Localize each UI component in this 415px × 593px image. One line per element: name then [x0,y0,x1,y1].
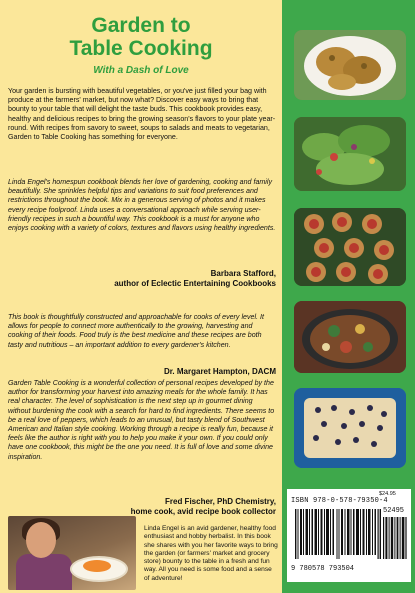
salad-image [294,117,406,191]
food-photo-salad [294,117,406,191]
review-1-author-role: author of Eclectic Entertaining Cookbooks [114,279,276,288]
review-quote-3: Garden Table Cooking is a wonderful collection of personal recipes developed by the author for transforming your harvest into amazing meals for the whole family. It has real character. The level of sophistication is the next step up in gourmet dining without burdening the cook with a search for hard to find ingredients. There seems to be a real love of peppers, which leads to an unusual, but tasty blend of Southwest American and Italian style cooking. Working through a recipe is really fun, because it feels like the author is right with you to help you make it your own. If you could only have one cookbook, this might be the one you need. It is full of love and some divine inspiration. [8,379,275,461]
title-line-2: Table Cooking [69,37,213,60]
blueberry-cake-image [294,388,406,468]
barcode-number: 9 780578 793504 [291,565,355,573]
food-shape [83,560,111,572]
author-photo [8,516,136,590]
fritters-image [294,30,406,100]
addon-barcode-bars [383,517,407,559]
food-photo-blueberry-cake [294,388,406,468]
intro-paragraph: Your garden is bursting with beautiful vegetables, or you've just filled your bag with produce at the farmers' market, but now what? Discover easy ways to bring that bounty to your table that will delight the taste buds. This cookbook provides easy, healthy and delicious recipes to bring the growing season's flavors to your plate year-round. With recipes from savory to sweet, soups to salads and meats to vegetarian, Garden to Table Cooking has something for everyone. [8,87,276,142]
author-body-shape [16,554,72,590]
isbn-label: ISBN 978-0-578-79350-4 [291,497,388,505]
food-photo-zucchini-bites [294,208,406,286]
subtitle: With a Dash of Love [93,65,189,76]
price-addon-number: 52495 [383,507,405,515]
review-quote-2: This book is thoughtfully constructed and approachable for cooks of every level. It allows for people to connect more authentically to the growing, harvesting and cooking of their foods. Food truly is the best medicine and these recipes are both tasty and nutritious – an important addition to every gardener's kitchen. [8,313,264,349]
review-2-author: Dr. Margaret Hampton, DACM [163,367,276,376]
author-face-shape [26,522,56,558]
barcode-bars [295,509,381,559]
author-bio: Linda Engel is an avid gardener, healthy food enthusiast and hobby herbalist. In this book she shares with you her favorite ways to bring the garden (or farmers' market and grocery store) bounty to the table in a fresh and fun way. All you need is some food and a sense of adventure! [144,525,278,582]
review-quote-1: Linda Engel's homespun cookbook blends her love of gardening, cooking and family beautifully. She sprinkles helpful tips and variations to suit food preferences and restrictions throughout the book. Mix in a generous serving of photos and it makes every recipe foolproof. Linda uses a conversational approach while serving user-friendly recipes in such a bountiful way. This cookbook is a must for anyone who enjoys cooking with a variety of colors, textures and flavors using healthy ingredients. [8,178,276,233]
review-3-author: Fred Fischer, PhD Chemistry, [165,497,276,506]
review-1-author: Barbara Stafford, [210,269,276,278]
stir-fry-image [294,301,406,373]
food-photo-stir-fry [294,301,406,373]
review-3-author-role: home cook, avid recipe book collector [130,507,276,516]
price-label: $24.95 [379,491,396,497]
isbn-barcode-block [287,489,411,582]
food-photo-fritters [294,30,406,100]
zucchini-bites-image [294,208,406,286]
title-line-1: Garden to [91,14,191,37]
